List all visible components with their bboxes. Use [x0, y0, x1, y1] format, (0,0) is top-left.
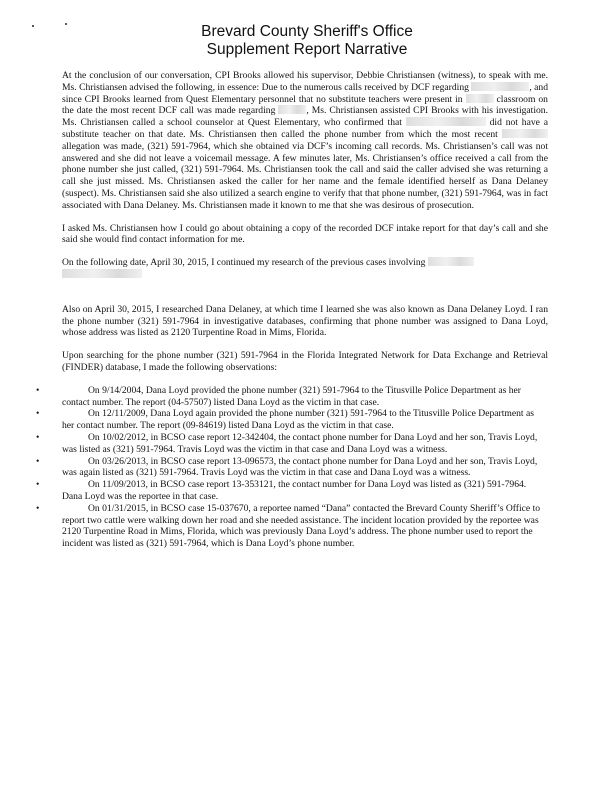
paragraph-dcf-intake-request: I asked Ms. Christiansen how I could go about obtaining a copy of the recorded DCF intake report for that day’s call and she said she would find contact information for me.: [62, 222, 548, 246]
text-segment: , and since CPI Brooks learned from Quest Elementary personnel that no substitute teachers were present in: [62, 81, 548, 105]
observation-text: On 03/26/2013, in BCSO case report 13-096573, the contact phone number for Dana Loyd and her son, Travis Loyd, was again listed as (321) 591-7964. Travis Loyd was the victim in that case and Dana Loyd was a witness.: [62, 455, 538, 479]
redaction-box: [471, 82, 529, 91]
bullet-icon: •: [36, 431, 40, 443]
report-type-title: Supplement Report Narrative: [206, 41, 408, 58]
observation-text: On 10/02/2012, in BCSO case report 12-342404, the contact phone number for Dana Loyd and her son, Travis Loyd, was listed as (321) 591-7964. Travis Loyd was the victim in that case and Dana Loyd was a witness.: [62, 431, 538, 455]
observation-item: [36, 431, 548, 456]
bullet-icon: •: [36, 502, 40, 514]
bullet-icon: •: [36, 455, 40, 467]
text-segment: did not have a substitute teacher on that date. Ms. Christiansen then called the phone number from which the most recent: [62, 117, 549, 140]
redaction-box: [278, 105, 306, 114]
redaction-box: [428, 257, 474, 266]
narrative-body: [36, 70, 549, 550]
text-segment: On the following date, April 30, 2015, I continued my research of the previous cases involving: [62, 257, 428, 269]
observation-item: [36, 384, 548, 409]
spacer: [62, 292, 548, 304]
observation-text: On 11/09/2013, in BCSO case report 13-353121, the contact number for Dana Loyd was listed as (321) 591-7964. Dana Loyd was the reportee in that case.: [62, 479, 527, 502]
observations-list: [36, 384, 548, 550]
text-segment: , Ms. Christiansen assisted CPI Brooks with his investigation. Ms. Christiansen called a school counselor at Quest Elementary, who confirmed that: [62, 105, 548, 129]
bullet-icon: •: [36, 479, 40, 491]
paragraph-april-30-research: [62, 257, 548, 281]
bullet-icon: •: [36, 384, 40, 396]
text-segment: classroom on the date the most recent DCF call was made regarding: [62, 93, 548, 117]
redaction-box: [406, 117, 486, 126]
redaction-box: [502, 129, 548, 138]
text-segment: At the conclusion of our conversation, CPI Brooks allowed his supervisor, Debbie Christiansen (witness), to speak with me. Ms. Christiansen advised the following, in essence: Due to the numerous calls received by DCF regarding: [62, 70, 548, 93]
observation-item: [36, 455, 548, 480]
observation-text: On 01/31/2015, in BCSO case 15-037670, a reportee named “Dana” contacted the Brevard County Sheriff’s Office to report two cattle were walking down her road and she needed assistance. The incident location provided by the reportee was 2120 Turpentine Road in Mims, Florida, which was previously Dana Loyd’s address. The phone number used to report the incident was listed as (321) 591-7964, which is Dana Loyd’s phone number.: [62, 502, 541, 550]
redaction-box: [466, 94, 494, 103]
agency-title: Brevard County Sheriff's Office: [201, 23, 413, 40]
paragraph-finder-search: Upon searching for the phone number (321) 591-7964 in the Florida Integrated Network for Data Exchange and Retrieval (FINDER) database, I made the following observations:: [62, 350, 548, 373]
report-header: [0, 23, 614, 59]
paragraph-dana-delaney-research: Also on April 30, 2015, I researched Dana Delaney, at which time I learned she was also known as Dana Delaney Loyd. I ran the phone number (321) 591-7964 in investigative databases, confirming that phone number was assigned to Dana Loyd, whose address was listed as 2120 Turpentine Road in Mims, Florida.: [62, 303, 548, 339]
observation-item: [36, 408, 548, 432]
observation-item: [36, 502, 548, 550]
paragraph-christiansen-statement: [62, 70, 548, 212]
observation-text: On 9/14/2004, Dana Loyd provided the phone number (321) 591-7964 to the Titusville Police Department as her contact number. The report (04-57507) listed Dana Loyd as the victim in that case.: [62, 384, 521, 408]
bullet-icon: •: [36, 408, 40, 420]
redaction-box: [62, 269, 142, 278]
text-segment: allegation was made, (321) 591-7964, which she obtained via DCF’s incoming call records. Ms. Christiansen’s call was not answered and she did not leave a voicemail message. A few minutes later, Ms. Christiansen’s office received a call from the phone number she just called, (321) 591-7964. Ms. Christiansen took the call and said the caller advised she was returning a call she just missed. Ms. Christiansen asked the caller for her name and the female identified herself as Dana Delaney (suspect). Ms. Christiansen said she also utilized a search engine to verify that that phone number, (321) 591-7964, was in fact associated with Dana Delaney. Ms. Christiansen made it known to me that she was desirous of prosecution.: [62, 140, 548, 211]
observation-text: On 12/11/2009, Dana Loyd again provided the phone number (321) 591-7964 to the Titusville Police Department as her contact number. The report (09-84619) listed Dana Loyd as the victim in that case.: [62, 408, 534, 432]
observation-item: [36, 479, 548, 503]
